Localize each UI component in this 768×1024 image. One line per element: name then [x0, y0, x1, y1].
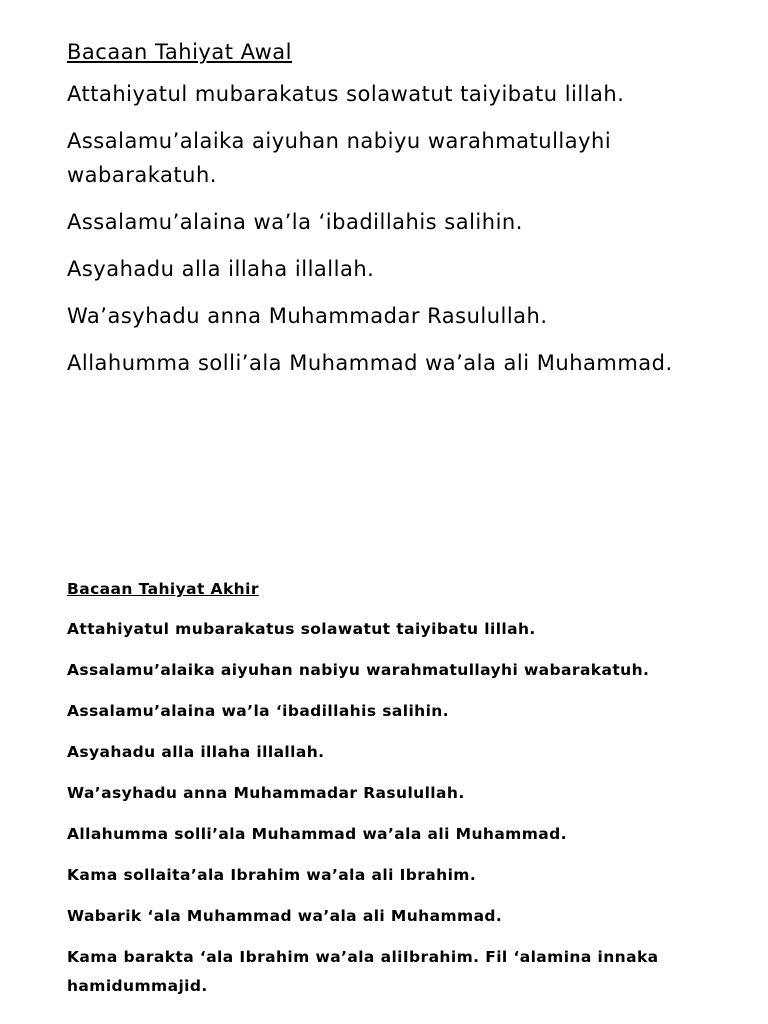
awal-line-6: Allahumma solli’ala Muhammad wa’ala ali Muhammad. — [67, 351, 673, 375]
awal-line-3: Assalamu’alaina wa’la ‘ibadillahis salihin. — [67, 210, 523, 234]
awal-line-5: Wa’asyhadu anna Muhammadar Rasulullah. — [67, 304, 548, 328]
akhir-line-1: Attahiyatul mubarakatus solawatut taiyibatu lillah. — [67, 620, 536, 638]
akhir-line-8: Wabarik ‘ala Muhammad wa’ala ali Muhammad. — [67, 907, 503, 925]
section-tahiyat-akhir — [67, 577, 727, 1013]
akhir-line-6: Allahumma solli’ala Muhammad wa’ala ali Muhammad. — [67, 825, 567, 843]
akhir-line-4: Asyahadu alla illaha illallah. — [67, 743, 325, 761]
akhir-line-9: Kama barakta ‘ala Ibrahim wa’ala aliIbrahim. Fil ‘alamina innaka hamidummajid. — [67, 948, 659, 995]
awal-line-4: Asyahadu alla illaha illallah. — [67, 257, 375, 281]
awal-line-2: Assalamu’alaika aiyuhan nabiyu warahmatullayhi wabarakatuh. — [67, 129, 612, 187]
section-title-tahiyat-awal: Bacaan Tahiyat Awal — [67, 40, 293, 64]
akhir-line-7: Kama sollaita’ala Ibrahim wa’ala ali Ibrahim. — [67, 866, 477, 884]
akhir-line-3: Assalamu’alaina wa’la ‘ibadillahis salihin. — [67, 702, 450, 720]
awal-line-1: Attahiyatul mubarakatus solawatut taiyibatu lillah. — [67, 82, 625, 106]
section-tahiyat-awal — [67, 36, 727, 393]
akhir-line-2: Assalamu’alaika aiyuhan nabiyu warahmatullayhi wabarakatuh. — [67, 661, 650, 679]
akhir-line-5: Wa’asyhadu anna Muhammadar Rasulullah. — [67, 784, 465, 802]
section-title-tahiyat-akhir: Bacaan Tahiyat Akhir — [67, 580, 259, 598]
